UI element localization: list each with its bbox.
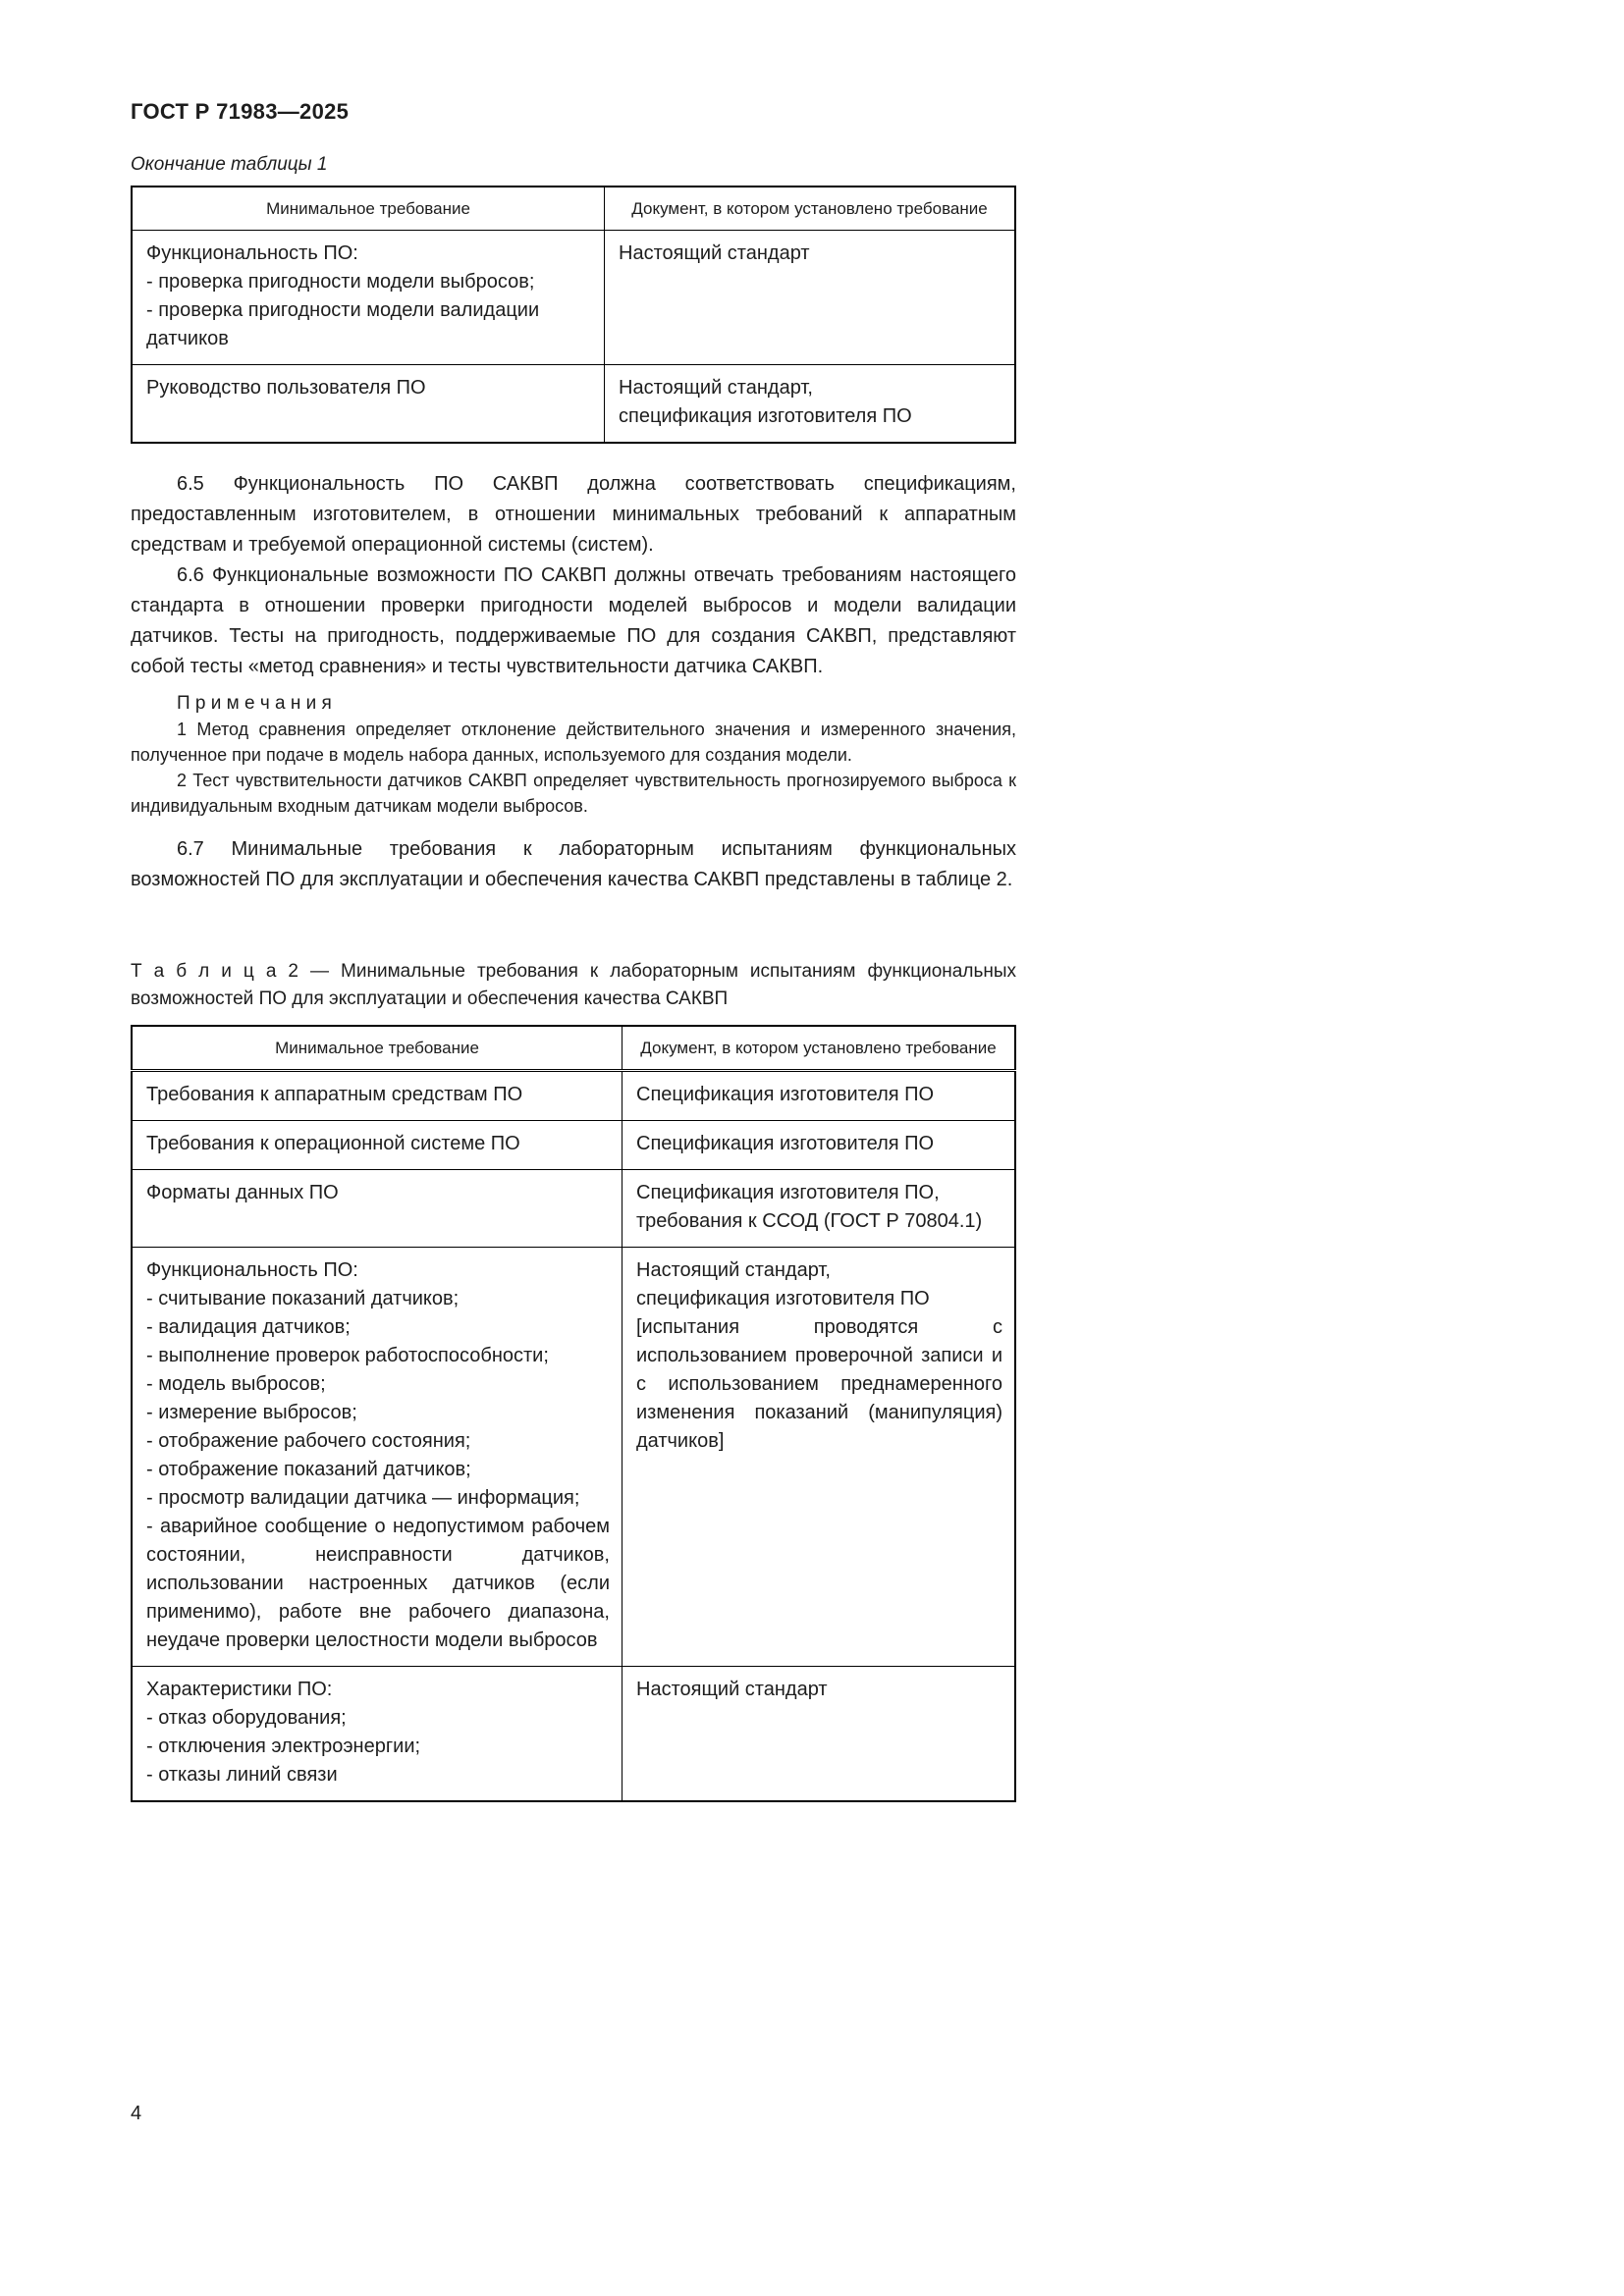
cell-line: - отображение показаний датчиков; bbox=[146, 1459, 471, 1480]
requirement-cell bbox=[132, 1121, 623, 1170]
requirement-cell bbox=[132, 1667, 623, 1802]
notes-title: П р и м е ч а н и я bbox=[177, 693, 332, 714]
page-content bbox=[131, 0, 1016, 1802]
table2-caption: Т а б л и ц а 2 — Минимальные требования к лабораторным испытаниям функциональных возможностей ПО для эксплуатации и обеспечения качества САКВП bbox=[131, 961, 1016, 1009]
cell-line: - аварийное сообщение о недопустимом рабочем состоянии, неисправности датчиков, использовании настроенных датчиков (если применимо), работе вне рабочего диапазона, неудаче проверки целостности модели выбросов bbox=[146, 1516, 610, 1651]
cell-line: - отказы линий связи bbox=[146, 1764, 338, 1786]
table-row bbox=[132, 1170, 1015, 1248]
table-row bbox=[132, 1667, 1015, 1802]
cell-line: Характеристики ПО: bbox=[146, 1679, 333, 1700]
cell-line: - проверка пригодности модели выбросов; bbox=[146, 271, 535, 293]
cell-line: - модель выбросов; bbox=[146, 1373, 326, 1395]
cell-line: Требования к аппаратным средствам ПО bbox=[146, 1084, 523, 1105]
table-row bbox=[132, 365, 1015, 444]
table1-continuation-caption: Окончание таблицы 1 bbox=[131, 154, 328, 175]
table-header-cell-document: Документ, в котором установлено требование bbox=[623, 1026, 1016, 1071]
table-row bbox=[132, 1121, 1015, 1170]
document-cell bbox=[623, 1170, 1016, 1248]
table-row bbox=[132, 231, 1015, 365]
table2 bbox=[131, 1025, 1016, 1802]
paragraph-6-6: 6.6 Функциональные возможности ПО САКВП должны отвечать требованиям настоящего стандарта в отношении проверки пригодности моделей выбросов и модели валидации датчиков. Тесты на пригодность, поддерживаемые ПО для создания САКВП, представляют собой тесты «метод сравнения» и тесты чувствительности датчика САКВП. bbox=[131, 564, 1016, 677]
cell-line: Функциональность ПО: bbox=[146, 242, 358, 264]
table1 bbox=[131, 186, 1016, 444]
page-number: 4 bbox=[131, 2103, 142, 2124]
cell-line: - отказ оборудования; bbox=[146, 1707, 347, 1729]
document-cell bbox=[605, 365, 1016, 444]
cell-line: спецификация изготовителя ПО bbox=[619, 405, 912, 427]
requirement-cell bbox=[132, 1248, 623, 1667]
cell-line: - валидация датчиков; bbox=[146, 1316, 351, 1338]
document-cell bbox=[623, 1248, 1016, 1667]
cell-line: Настоящий стандарт, bbox=[636, 1259, 831, 1281]
requirement-cell bbox=[132, 365, 605, 444]
requirement-cell bbox=[132, 1071, 623, 1121]
cell-line: - отключения электроэнергии; bbox=[146, 1735, 421, 1757]
cell-line: - просмотр валидации датчика — информация; bbox=[146, 1487, 580, 1509]
cell-line: Спецификация изготовителя ПО, bbox=[636, 1182, 940, 1203]
cell-line: Требования к операционной системе ПО bbox=[146, 1133, 520, 1154]
cell-line: [испытания проводятся с использованием проверочной записи и с использованием преднамеренного изменения показаний (манипуляция) датчиков] bbox=[636, 1316, 1002, 1452]
cell-line: Спецификация изготовителя ПО bbox=[636, 1084, 935, 1105]
cell-line: Настоящий стандарт bbox=[619, 242, 810, 264]
cell-line: спецификация изготовителя ПО bbox=[636, 1288, 930, 1309]
document-cell bbox=[623, 1121, 1016, 1170]
cell-line: требования к ССОД (ГОСТ Р 70804.1) bbox=[636, 1210, 983, 1232]
document-cell bbox=[623, 1071, 1016, 1121]
paragraph-6-5: 6.5 Функциональность ПО САКВП должна соответствовать спецификациям, предоставленным изготовителем, в отношении минимальных требований к аппаратным средствам и требуемой операционной системы (систем). bbox=[131, 473, 1016, 556]
cell-line: Руководство пользователя ПО bbox=[146, 377, 426, 399]
requirement-cell bbox=[132, 231, 605, 365]
table-row bbox=[132, 1248, 1015, 1667]
document-cell bbox=[605, 231, 1016, 365]
cell-line: Форматы данных ПО bbox=[146, 1182, 339, 1203]
cell-line: Спецификация изготовителя ПО bbox=[636, 1133, 935, 1154]
note-2: 2 Тест чувствительности датчиков САКВП определяет чувствительность прогнозируемого выброса к индивидуальным входным датчикам модели выбросов. bbox=[131, 771, 1016, 816]
cell-line: Функциональность ПО: bbox=[146, 1259, 358, 1281]
cell-line: - отображение рабочего состояния; bbox=[146, 1430, 471, 1452]
cell-line: Настоящий стандарт, bbox=[619, 377, 813, 399]
requirement-cell bbox=[132, 1170, 623, 1248]
note-1: 1 Метод сравнения определяет отклонение действительного значения и измеренного значения, полученное при подаче в модель набора данных, используемого для создания модели. bbox=[131, 720, 1016, 765]
table-header-cell-document: Документ, в котором установлено требование bbox=[605, 187, 1016, 231]
table1-header-row bbox=[132, 187, 1015, 231]
cell-line: - проверка пригодности модели валидации датчиков bbox=[146, 299, 540, 349]
table-header-cell-requirement: Минимальное требование bbox=[132, 187, 605, 231]
cell-line: - измерение выбросов; bbox=[146, 1402, 357, 1423]
paragraph-6-7: 6.7 Минимальные требования к лабораторным испытаниям функциональных возможностей ПО для эксплуатации и обеспечения качества САКВП представлены в таблице 2. bbox=[131, 838, 1016, 890]
document-cell bbox=[623, 1667, 1016, 1802]
table2-header-row bbox=[132, 1026, 1015, 1071]
cell-line: Настоящий стандарт bbox=[636, 1679, 828, 1700]
table-row bbox=[132, 1071, 1015, 1121]
doc-number: ГОСТ Р 71983—2025 bbox=[131, 99, 350, 124]
table-header-cell-requirement: Минимальное требование bbox=[132, 1026, 623, 1071]
cell-line: - выполнение проверок работоспособности; bbox=[146, 1345, 549, 1366]
cell-line: - считывание показаний датчиков; bbox=[146, 1288, 460, 1309]
